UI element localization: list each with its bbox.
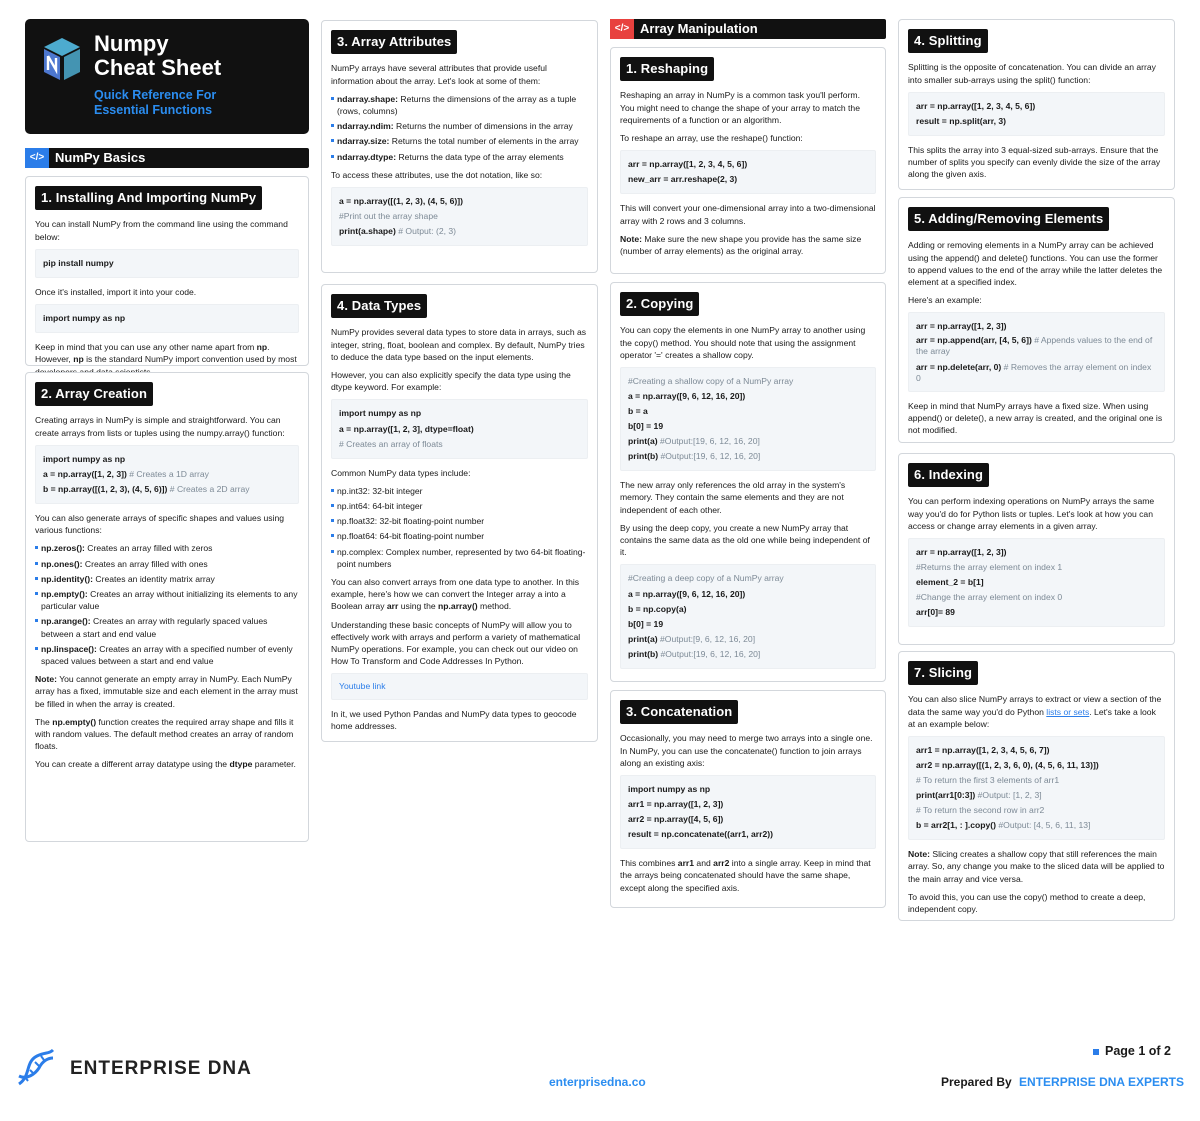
code-line: import numpy as np <box>339 408 422 419</box>
section-splitting <box>898 19 1175 190</box>
value: Returns the total number of elements in the array <box>389 136 579 147</box>
section-title: 3. Array Attributes <box>331 30 457 54</box>
section-array-attributes <box>321 20 598 273</box>
section-indexing <box>898 453 1175 645</box>
text: . Let's take a look at an example below: <box>908 706 1156 729</box>
code-line: import numpy as np <box>43 313 126 324</box>
lists-sets-link[interactable]: lists or sets <box>1046 706 1090 717</box>
list-item: np.int32: 32-bit integer <box>331 485 588 497</box>
code-block <box>620 367 876 471</box>
array-manipulation-header <box>610 19 886 39</box>
title-line2: Cheat Sheet <box>94 55 222 80</box>
link-block <box>331 673 588 699</box>
text: np.empty() <box>52 716 97 727</box>
paragraph: Adding or removing elements in a NumPy array can be achieved using the append() and delete() functions. You can use the former to append values to the end of the array while the latter deletes the element at a specified index. <box>908 240 1163 288</box>
key: ndarray.ndim: <box>337 121 394 132</box>
code-block <box>908 538 1165 627</box>
key: np.ones(): <box>41 558 83 569</box>
section-title: 2. Array Creation <box>35 382 153 406</box>
code-line: arr[0]= 89 <box>916 607 955 618</box>
dna-logo-icon <box>15 1046 57 1088</box>
text: np <box>256 342 268 353</box>
code-line: result = np.split(arr, 3) <box>916 115 1007 126</box>
section-title: 3. Concatenation <box>620 700 738 724</box>
list-item <box>331 93 588 117</box>
code-line: new_arr = arr.reshape(2, 3) <box>628 174 738 185</box>
paragraph: The new array only references the old array in the system's memory. They contain the same elements and they are not independent of each other. <box>620 480 846 515</box>
comment: # Appends values to the end of the array <box>916 334 1153 357</box>
list-item <box>35 558 299 570</box>
text: arr2 <box>713 858 730 869</box>
section-adding-removing <box>898 197 1175 443</box>
code-line: arr2 = np.array([(1, 2, 3, 6, 0), (4, 5, 6, 11, 13)]) <box>916 760 1099 771</box>
section-slicing <box>898 651 1175 921</box>
value: Returns the data type of the array elements <box>396 151 564 162</box>
code-block <box>908 736 1165 840</box>
list-item: np.int64: 64-bit integer <box>331 500 588 512</box>
paragraph: This splits the array into 3 equal-sized sub-arrays. Ensure that the number of splits you specify can evenly divide the size of the array along the given axis. <box>908 144 1161 180</box>
comment: #Change the array element on index 0 <box>916 592 1063 603</box>
list-item: np.float64: 64-bit floating-point number <box>331 530 588 542</box>
value: Returns the number of dimensions in the array <box>393 121 573 132</box>
paragraph: You can copy the elements in one NumPy array to another using the copy() method. You should note that using the assignment operator '=' creates a shallow copy. <box>620 325 866 360</box>
code-block <box>331 187 588 246</box>
text: arr1 <box>677 858 695 869</box>
code-block <box>35 249 299 278</box>
code-block <box>908 92 1165 136</box>
section-title: 1. Reshaping <box>620 57 714 81</box>
code: print(b) <box>628 648 659 659</box>
text: is the standard NumPy import convention used by most <box>86 354 297 365</box>
code-icon: </> <box>25 148 49 168</box>
paragraph: However, you can also explicitly specify the data type using the dtype keyword. For example: <box>331 370 571 393</box>
code-line: b[0] = 19 <box>628 618 664 629</box>
value: Creates an array filled with ones <box>82 558 208 569</box>
section-array-creation <box>25 372 309 842</box>
code-line: a = np.array([9, 6, 12, 16, 20]) <box>628 391 746 402</box>
code-line: arr1 = np.array([1, 2, 3, 4, 5, 6, 7]) <box>916 745 1050 756</box>
comment: #Output:[19, 6, 12, 16, 20] <box>660 436 760 447</box>
prepared-by <box>941 1074 1184 1091</box>
text: You can also slice NumPy arrays to extract or view a section of the data the same way you'd do Python <box>908 694 1162 717</box>
code-block <box>620 564 876 668</box>
comment: #Output:[19, 6, 12, 16, 20] <box>660 451 761 462</box>
code-line: a = np.array([1, 2, 3], dtype=float) <box>339 423 474 434</box>
code-line: arr = np.array([1, 2, 3, 4, 5, 6]) <box>916 100 1036 111</box>
paragraph <box>908 693 1165 730</box>
section-installing <box>25 176 309 366</box>
paragraph: By using the deep copy, you create a new NumPy array that contains the same data as the old one while being independent of it. <box>620 522 870 558</box>
section-concatenation <box>610 690 886 908</box>
subtitle-line2: Essential Functions <box>94 103 213 117</box>
experts-label: ENTERPRISE DNA EXPERTS <box>1019 1075 1184 1089</box>
note-label: Note: <box>35 674 57 685</box>
comment: # To return the second row in arr2 <box>916 805 1045 816</box>
code-line: arr = np.array([1, 2, 3]) <box>916 547 1007 558</box>
numpy-logo-icon <box>40 36 84 84</box>
paragraph: You can also generate arrays of specific shapes and values using various functions: <box>35 512 285 536</box>
paragraph: NumPy arrays have several attributes that provide useful information about the array. Let's look at some of them: <box>331 63 547 86</box>
paragraph: Common NumPy data types include: <box>331 467 471 478</box>
comment: #Output: [4, 5, 6, 11, 13] <box>998 820 1091 831</box>
paragraph: NumPy provides several data types to store data in arrays, such as integer, string, float, boolean and complex. By default, NumPy tries to deduce the data type based on the input elements. <box>331 327 587 362</box>
paragraph: Splitting is the opposite of concatenation. You can divide an array into smaller sub-arrays using the split() function: <box>908 62 1156 85</box>
key: np.empty(): <box>41 588 88 599</box>
list-item <box>35 573 299 585</box>
list-item <box>331 151 588 163</box>
code-line: element_2 = b[1] <box>916 577 984 588</box>
code-line <box>916 788 1157 803</box>
code-line <box>916 335 1157 358</box>
code-line <box>628 449 868 464</box>
note <box>908 848 1165 885</box>
note-text: Make sure the new shape you provide has the same size (number of array elements) as the original array. <box>620 233 862 256</box>
paragraph: In it, we used Python Pandas and NumPy data types to geocode home addresses. <box>331 708 577 731</box>
section-copying <box>610 282 886 682</box>
key: ndarray.size: <box>337 136 390 147</box>
text: You can create a different array datatype using the <box>35 759 230 770</box>
code-block <box>331 399 588 458</box>
text: Keep in mind that you can use any other name apart from <box>35 342 257 353</box>
section-title: 1. Installing And Importing NumPy <box>35 186 262 210</box>
code-line: b = a <box>628 406 648 417</box>
text: np.array() <box>438 601 478 612</box>
paragraph: This will convert your one-dimensional array into a two-dimensional array with 2 rows and 3 columns. <box>620 203 876 226</box>
text: parameter. <box>252 759 296 770</box>
subtitle-line1: Quick Reference For <box>94 88 217 102</box>
list-item <box>331 135 588 147</box>
text: This combines <box>620 858 678 869</box>
section-reshaping <box>610 47 886 274</box>
value: Creates an array with a specified number of evenly spaced values between a start and end value <box>41 643 293 666</box>
text: dtype <box>229 759 253 770</box>
section-title: 4. Splitting <box>908 29 988 53</box>
code-line: arr2 = np.array([4, 5, 6]) <box>628 814 724 825</box>
paragraph: Here's an example: <box>908 295 982 306</box>
text: into a single array. Keep in mind that the arrays being concatenated should have the same shape, except along the specified axis. <box>620 858 871 893</box>
paragraph <box>35 716 299 753</box>
code-icon: </> <box>610 19 634 39</box>
title-line1: Numpy <box>94 31 169 56</box>
list-item <box>331 120 588 132</box>
youtube-link[interactable]: Youtube link <box>339 681 386 692</box>
section-title: 7. Slicing <box>908 661 978 685</box>
code-block <box>35 304 299 333</box>
key: np.linspace(): <box>41 643 97 654</box>
paragraph: Understanding these basic concepts of NumPy will allow you to effectively work with arrays and perform a variety of mathematical NumPy operations. For example, you can check out our video on How To Transform and Code Addresses In Python. <box>331 619 581 667</box>
value: Creates an array without initializing its elements to any particular value <box>41 588 298 612</box>
code: print(b) <box>628 451 659 462</box>
code-line: a = np.array([(1, 2, 3), (4, 5, 6)]) <box>339 196 463 207</box>
code-line <box>628 434 868 449</box>
text: You can also convert arrays from one data type to another. In this example, here's how we can convert the Integer array a into a Boolean array <box>331 576 580 612</box>
text: using the <box>398 601 439 612</box>
text: function creates the required array shape and fills it with random values. The default method creates an array of random floats. <box>35 716 294 752</box>
paragraph: You can perform indexing operations on NumPy arrays the same way you'd do for Python lists or tuples. Let's look at how you can access or change array elements in a given array. <box>908 496 1155 531</box>
code-line <box>43 482 291 497</box>
code-block <box>35 445 299 504</box>
code-line: b[0] = 19 <box>628 421 664 432</box>
numpy-basics-header <box>25 148 309 168</box>
code-line: pip install numpy <box>43 257 114 268</box>
text: and <box>694 858 714 869</box>
code: print(a) <box>628 633 658 644</box>
list-item <box>35 615 299 639</box>
paragraph: To avoid this, you can use the copy() method to create a deep, independent copy. <box>908 891 1146 915</box>
key: ndarray.shape: <box>337 93 398 104</box>
list-item <box>35 588 299 612</box>
brand-name: ENTERPRISE DNA <box>70 1058 252 1079</box>
value: Returns the dimensions of the array as a tuple (rows, columns) <box>337 93 577 117</box>
comment: #Output:[9, 6, 12, 16, 20] <box>660 633 756 644</box>
attribute-list <box>331 93 588 163</box>
numpy-basics-title: NumPy Basics <box>55 149 146 165</box>
code-block <box>620 775 876 849</box>
page-text: Page 1 of 2 <box>1105 1044 1171 1058</box>
code-line <box>628 647 868 662</box>
text: . However, <box>35 342 270 365</box>
key: np.identity(): <box>41 573 94 584</box>
code: print(a.shape) <box>339 226 396 237</box>
page-indicator <box>1093 1043 1171 1061</box>
type-list <box>331 485 588 570</box>
paragraph <box>331 576 588 613</box>
value: Creates an array with regularly spaced values between a start and end value <box>41 616 268 639</box>
comment: #Creating a shallow copy of a NumPy array <box>628 376 794 387</box>
list-item: np.float32: 32-bit floating-point number <box>331 515 588 527</box>
text: method. <box>477 601 512 612</box>
note <box>35 673 299 710</box>
key: ndarray.dtype: <box>337 151 397 162</box>
code: print(a) <box>628 436 658 447</box>
key: np.zeros(): <box>41 543 85 554</box>
code-line <box>43 467 291 482</box>
paragraph: To access these attributes, use the dot notation, like so: <box>331 169 543 180</box>
code-line: b = np.copy(a) <box>628 603 687 614</box>
code-line <box>916 818 1157 833</box>
list-item <box>35 643 299 667</box>
code-line: result = np.concatenate((arr1, arr2)) <box>628 829 773 840</box>
value: Creates an identity matrix array <box>93 573 215 584</box>
paragraph: Reshaping an array in NumPy is a common task you'll perform. You might need to change the shape of your array to match the requirements of a function or an algorithm. <box>620 90 860 125</box>
comment: # Creates a 1D array <box>129 468 209 479</box>
paragraph: To reshape an array, use the reshape() function: <box>620 133 803 144</box>
comment: # Removes the array element on index 0 <box>916 361 1152 384</box>
code: b = arr2[1, : ].copy() <box>916 820 996 831</box>
code-block <box>620 150 876 194</box>
code-line: arr1 = np.array([1, 2, 3]) <box>628 799 724 810</box>
value: Creates an array filled with zeros <box>84 543 213 554</box>
title-box <box>25 19 309 134</box>
code-line: a = np.array([9, 6, 12, 16, 20]) <box>628 588 746 599</box>
code: b = np.array([(1, 2, 3), (4, 5, 6)]) <box>43 483 168 494</box>
comment: #Output:[19, 6, 12, 16, 20] <box>660 648 761 659</box>
section-data-types <box>321 284 598 742</box>
code-line <box>339 224 580 239</box>
code-line: arr = np.array([1, 2, 3]) <box>916 321 1007 332</box>
section-title: 5. Adding/Removing Elements <box>908 207 1109 231</box>
comment: # To return the first 3 elements of arr1 <box>916 775 1060 786</box>
comment: #Output: [1, 2, 3] <box>977 790 1042 801</box>
comment: # Creates a 2D array <box>169 483 250 494</box>
website-link[interactable]: enterprisedna.co <box>549 1075 646 1089</box>
section-title: 6. Indexing <box>908 463 989 487</box>
section-title: 4. Data Types <box>331 294 427 318</box>
code: arr = np.delete(arr, 0) <box>916 361 1002 372</box>
paragraph <box>35 758 299 770</box>
list-item: np.complex: Complex number, represented by two 64-bit floating-point numbers <box>331 546 588 570</box>
key: np.arange(): <box>41 616 91 627</box>
paragraph: Creating arrays in NumPy is simple and straightforward. You can create arrays from lists or tuples using the numpy.array() function: <box>35 415 285 438</box>
square-icon <box>1093 1049 1099 1055</box>
code-block <box>908 312 1165 391</box>
comment: #Creating a deep copy of a NumPy array <box>628 573 784 584</box>
text: The <box>35 716 53 727</box>
comment: #Print out the array shape <box>339 211 438 222</box>
section-title: 2. Copying <box>620 292 699 316</box>
paragraph <box>620 857 876 894</box>
note-label: Note: <box>620 233 642 244</box>
code: print(arr1[0:3]) <box>916 790 976 801</box>
text: np <box>73 354 84 365</box>
note-text: Slicing creates a shallow copy that still references the main array. So, any change you make to the sliced data will be applied to the main array and vice versa. <box>908 849 1165 884</box>
note-text: You cannot generate an empty array in NumPy. Each NumPy array has a fixed, immutable size and each element in the array must be filled in when the array is created. <box>35 674 298 709</box>
array-manipulation-title: Array Manipulation <box>640 20 758 36</box>
code-line <box>916 362 1157 385</box>
code-line: arr = np.array([1, 2, 3, 4, 5, 6]) <box>628 159 748 170</box>
code-line: import numpy as np <box>43 453 126 464</box>
paragraph: Once it's installed, import it into your code. <box>35 286 197 297</box>
code-line <box>628 632 868 647</box>
function-list <box>35 542 299 667</box>
paragraph: Keep in mind that NumPy arrays have a fixed size. When using append() or delete(), a new array is created, and the original one is not modified. <box>908 400 1163 436</box>
comment: # Output: (2, 3) <box>398 226 457 237</box>
list-item <box>35 542 299 554</box>
comment: #Returns the array element on index 1 <box>916 562 1063 573</box>
note-label: Note: <box>908 849 930 860</box>
comment: # Creates an array of floats <box>339 438 443 449</box>
paragraph: You can install NumPy from the command line using the command below: <box>35 219 288 242</box>
code-line: import numpy as np <box>628 784 711 795</box>
prepared-label: Prepared By <box>941 1075 1012 1089</box>
note <box>620 233 876 257</box>
code: arr = np.append(arr, [4, 5, 6]) <box>916 334 1032 345</box>
paragraph: Occasionally, you may need to merge two arrays into a single one. In NumPy, you can use the concatenate() function to join arrays along an existing axis: <box>620 733 873 768</box>
code: a = np.array([1, 2, 3]) <box>43 468 127 479</box>
text: arr <box>386 601 399 612</box>
